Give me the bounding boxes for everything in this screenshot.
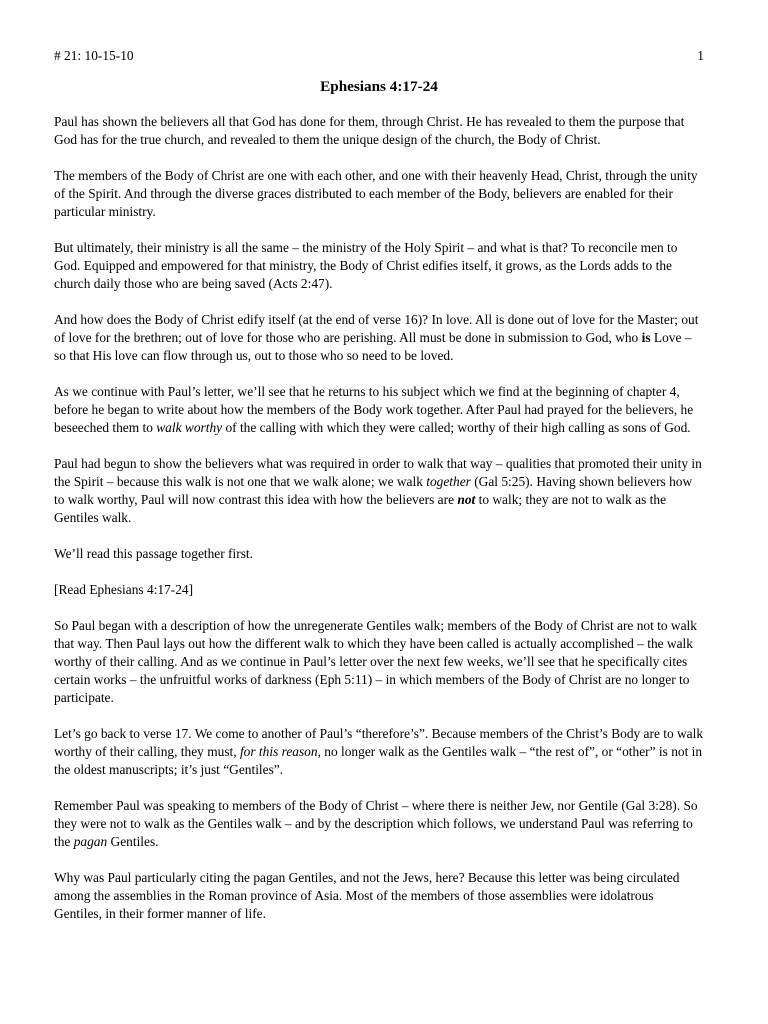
document-body: [54, 113, 704, 923]
body-paragraph: [54, 545, 704, 563]
body-paragraph: [54, 167, 704, 221]
body-paragraph: [54, 869, 704, 923]
paragraph-text: , no longer walk as the Gentiles walk – “the rest of”, or “other” is not in the oldest manuscripts; it’s just “Gentiles”.: [54, 744, 703, 777]
paragraph-text: So Paul began with a description of how the unregenerate Gentiles walk; members of the Body of Christ are not to walk that way. Then Paul lays out how the different walk to which they have been called is actually accomplished – the walk worthy of their calling. And as we continue in Paul’s letter over the next few weeks, we’ll see that he specifically cites certain works – the unfruitful works of darkness (Eph 5:11) – in which members of the Body of Christ are no longer to participate.: [54, 618, 697, 705]
paragraph-text: Why was Paul particularly citing the pagan Gentiles, and not the Jews, here? Because this letter was being circulated among the assemblies in the Roman province of Asia. Most of the members of those assemblies were idolatrous Gentiles, in their former manner of life.: [54, 870, 680, 921]
paragraph-text: Paul has shown the believers all that God has done for them, through Christ. He has revealed to them the purpose that God has for the true church, and revealed to them the unique design of the church, the Body of Christ.: [54, 114, 685, 147]
paragraph-text: Paul had begun to show the believers what was required in order to walk that way – qualities that promoted their unity in the Spirit – because this walk is not one that we walk alone; we walk: [54, 456, 702, 489]
paragraph-text: The members of the Body of Christ are one with each other, and one with their heavenly Head, Christ, through the unity of the Spirit. And through the diverse graces distributed to each member of the Body, believers are enabled for their particular ministry.: [54, 168, 698, 219]
body-paragraph: [54, 617, 704, 707]
body-paragraph: [54, 581, 704, 599]
body-paragraph: [54, 383, 704, 437]
paragraph-text: But ultimately, their ministry is all the same – the ministry of the Holy Spirit – and what is that? To reconcile men to God. Equipped and empowered for that ministry, the Body of Christ edifies itself, it grows, as the Lords adds to the church daily those who are being saved (Acts 2:47).: [54, 240, 678, 291]
document-title: Ephesians 4:17-24: [320, 78, 438, 95]
paragraph-text: [Read Ephesians 4:17-24]: [54, 582, 194, 597]
emphasized-text: for this reason: [239, 744, 318, 759]
body-paragraph: [54, 797, 704, 851]
sermon-number-date: # 21: 10-15-10: [54, 48, 134, 63]
body-paragraph: [54, 725, 704, 779]
emphasized-text: together: [426, 474, 471, 489]
page-number: 1: [697, 48, 704, 63]
paragraph-text: Remember Paul was speaking to members of the Body of Christ – where there is neither Jew, nor Gentile (Gal 3:28). So they were not to walk as the Gentiles walk – and by the description which follows, we understand Paul was referring to the: [54, 798, 698, 849]
paragraph-text: And how does the Body of Christ edify itself (at the end of verse 16)? In love. All is done out of love for the Master; out of love for the brethren; out of love for those who are perishing. All must be done in submission to God, who: [54, 312, 699, 345]
paragraph-text: of the calling with which they were called; worthy of their high calling as sons of God.: [222, 420, 691, 435]
paragraph-text: We’ll read this passage together first.: [54, 546, 253, 561]
page-header: [54, 47, 704, 65]
paragraph-text: As we continue with Paul’s letter, we’ll see that he returns to his subject which we find at the beginning of chapter 4, before he began to write about how the members of the Body work together. After Paul had prayed for the believers, he beseeched them to: [54, 384, 694, 435]
paragraph-text: (Gal 5:25). Having shown believers how to walk worthy, Paul will now contrast this idea with how the believers are: [54, 474, 693, 507]
body-paragraph: [54, 239, 704, 293]
body-paragraph: [54, 113, 704, 149]
paragraph-text: to walk; they are not to walk as the Gentiles walk.: [54, 492, 667, 525]
paragraph-text: Let’s go back to verse 17. We come to another of Paul’s “therefore’s”. Because members of the Christ’s Body are to walk worthy of their calling, they must,: [54, 726, 704, 759]
emphasized-text: not: [457, 492, 476, 507]
paragraph-text: Love – so that His love can flow through us, out to those who so need to be loved.: [54, 330, 692, 363]
body-paragraph: [54, 455, 704, 527]
paragraph-text: Gentiles.: [107, 834, 159, 849]
body-paragraph: [54, 311, 704, 365]
emphasized-text: pagan: [73, 834, 108, 849]
emphasized-text: walk worthy: [156, 420, 223, 435]
emphasized-text: is: [641, 330, 651, 345]
